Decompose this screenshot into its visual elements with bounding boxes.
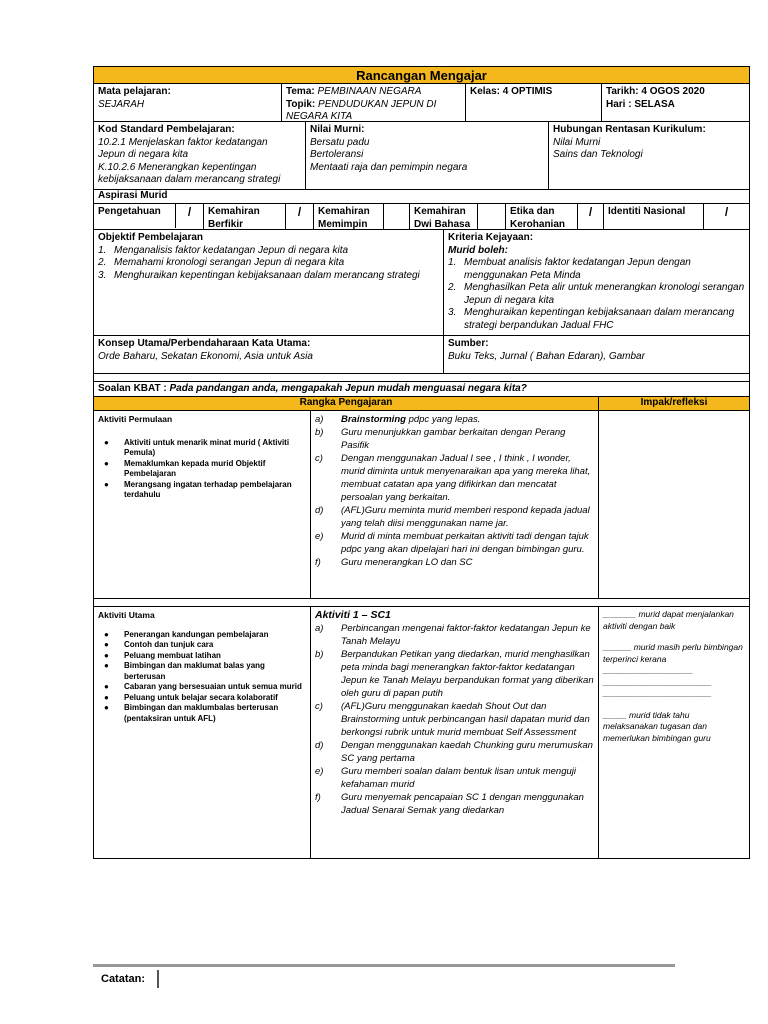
- step-letter: d): [315, 740, 324, 751]
- objectives-label: Objektif Pembelajaran: [98, 232, 204, 243]
- bullet-icon: ●: [104, 682, 109, 691]
- step-letter: a): [315, 623, 324, 634]
- step-text: Guru menerangkan LO dan SC: [341, 557, 473, 568]
- standard-code-label: Kod Standard Pembelajaran:: [98, 124, 235, 135]
- aspiration-item: Kemahiran Berfikir: [204, 204, 286, 229]
- reflection-line: ___________________: [603, 665, 693, 675]
- starter-step: [315, 530, 594, 556]
- subject-label: Mata pelajaran:: [98, 86, 171, 97]
- notes-label: Catatan:: [101, 973, 146, 985]
- theme-cell: [282, 84, 466, 121]
- spacer-row: [93, 374, 750, 382]
- reflection-line: _______ murid dapat menjalankan aktiviti dengan baik: [603, 609, 734, 631]
- page-title: Rancangan Mengajar: [93, 66, 750, 84]
- step-letter: c): [315, 453, 323, 464]
- step-text: Murid di minta membuat perkaitan aktiviti tadi dengan tajuk pdpc yang akan dipelajari hari ini dengan bimbingan guru.: [341, 531, 589, 555]
- main-bullet: [98, 630, 306, 641]
- notes-footer: [93, 964, 675, 989]
- bullet-icon: ●: [104, 629, 109, 639]
- step-letter: c): [315, 701, 323, 712]
- step-text: Guru memberi soalan dalam bentuk lisan untuk menguji kefahaman murid: [341, 766, 576, 790]
- notes-input-marker[interactable]: [157, 970, 159, 988]
- starter-bullet: [98, 459, 306, 480]
- date-label: Tarikh:: [606, 86, 639, 97]
- aspiration-label: Aspirasi Murid: [98, 190, 168, 201]
- lesson-plan-sheet: [93, 66, 750, 859]
- criteria-number: 1.: [448, 257, 457, 268]
- curriculum-line: Nilai Murni: [553, 136, 601, 148]
- main-bullet: [98, 640, 306, 651]
- class-cell: Kelas: 4 OPTIMIS: [466, 84, 602, 121]
- step-letter: e): [315, 766, 324, 777]
- aspiration-mark: /: [724, 205, 729, 219]
- criteria-item: [448, 307, 745, 332]
- objective-text: Menghuraikan kepentingan kebijaksanaan dalam merancang strategi: [114, 269, 420, 281]
- step-text: Berpandukan Petikan yang diedarkan, murid menghasilkan peta minda bagi menerangkan faktor-faktor kedatangan Jepun ke Tanah Melayu berpandukan format yang diberikan oleh guru di papan putih: [341, 649, 594, 699]
- starter-steps-cell: [311, 411, 599, 598]
- bullet-icon: ●: [104, 458, 109, 468]
- bullet-text: Peluang untuk belajar secara kolaboratif: [124, 692, 278, 702]
- criteria-text: Menghasilkan Peta alir untuk menerangkan kronologi serangan Jepun di negara kita: [464, 282, 745, 306]
- criteria-cell: [444, 230, 749, 335]
- step-text: Dengan menggunakan kaedah Chunking guru merumuskan SC yang pertama: [341, 740, 593, 764]
- topic-value: PENDUDUKAN JEPUN DI NEGARA KITA: [286, 98, 437, 121]
- step-text: Perbincangan mengenai faktor-faktor kedatangan Jepun ke Tanah Melayu: [341, 623, 591, 647]
- reflection-line: _____ murid tidak tahu melaksanakan tugasan dan memerlukan bimbingan guru: [603, 709, 711, 743]
- objective-text: Memahami kronologi serangan Jepun di negara kita: [114, 257, 345, 268]
- step-letter: e): [315, 531, 324, 542]
- bullet-text: Penerangan kandungan pembelajaran: [124, 629, 269, 639]
- bullet-icon: ●: [104, 640, 109, 649]
- date-cell: [602, 84, 749, 121]
- step-rest: pdpc yang lepas.: [405, 414, 481, 425]
- criteria-item: [448, 257, 745, 282]
- main-step: [315, 622, 594, 648]
- starter-reflection-cell: [599, 411, 749, 598]
- step-bold: Brainstorming: [341, 414, 406, 425]
- bullet-icon: ●: [104, 437, 109, 447]
- aspiration-mark: /: [578, 204, 604, 229]
- theme-label: Tema:: [286, 86, 315, 97]
- standard-code-line: kebijaksanaan dalam merancang strategi: [98, 174, 281, 185]
- curriculum-label: Hubungan Rentasan Kurikulum:: [553, 124, 706, 135]
- values-line: Mentaati raja dan pemimpin negara: [310, 161, 468, 173]
- source-cell: [444, 336, 749, 373]
- aspiration-item: Identiti Nasional: [604, 204, 704, 229]
- main-bullet: [98, 693, 306, 704]
- objective-number: 1.: [98, 244, 107, 256]
- main-activity-row: [93, 607, 750, 859]
- main-reflection-cell: [599, 607, 749, 858]
- spacer-row: [93, 599, 750, 607]
- criteria-label: Kriteria Kejayaan:: [448, 232, 534, 243]
- main-step: [315, 648, 594, 700]
- bullet-icon: ●: [104, 661, 109, 670]
- concept-value: Orde Baharu, Sekatan Ekonomi, Asia untuk Asia: [98, 350, 313, 362]
- starter-step: [315, 426, 594, 452]
- main-bullet: [98, 651, 306, 662]
- main-steps-cell: [311, 607, 599, 858]
- topic-label: Topik:: [286, 98, 316, 110]
- source-label: Sumber:: [448, 338, 489, 349]
- step-text: (AFL)Guru menggunakan kaedah Shout Out dan Brainstorming untuk perbincangan hasil dapatan murid dan berkongsi rubrik untuk murid membuat Self Assessment: [341, 701, 590, 738]
- starter-step: [315, 452, 594, 504]
- starter-bullet: [98, 438, 306, 459]
- bullet-text: Merangsang ingatan terhadap pembelajaran terdahulu: [124, 479, 292, 499]
- step-text: Guru menyemak pencapaian SC 1 dengan menggunakan Jadual Senarai Semak yang diedarkan: [341, 792, 584, 816]
- standard-code-line: 10.2.1 Menjelaskan faktor kedatangan: [98, 136, 268, 148]
- step-letter: f): [315, 792, 321, 803]
- objectives-row: [93, 230, 750, 336]
- values-label: Nilai Murni:: [310, 124, 365, 135]
- kbat-row: [93, 382, 750, 397]
- objective-item: [98, 270, 439, 283]
- step-text: (AFL)Guru meminta murid memberi respond kepada jadual yang telah diisi menggunakan name jar.: [341, 505, 590, 529]
- bullet-text: Cabaran yang bersesuaian untuk semua murid: [124, 682, 302, 691]
- bullet-text: Memaklumkan kepada murid Objektif Pembelajaran: [124, 458, 266, 478]
- aspiration-item: Kemahiran Memimpin: [314, 204, 384, 229]
- objective-item: [98, 245, 439, 258]
- reflection-line: ______ murid masih perlu bimbingan terperinci kerana: [603, 642, 743, 664]
- standard-code-line: K.10.2.6 Menerangkan kepentingan: [98, 161, 257, 173]
- day-value: SELASA: [634, 98, 675, 110]
- curriculum-cell: [549, 122, 749, 189]
- starter-step: [315, 556, 594, 569]
- starter-step: [315, 413, 594, 426]
- reflection-line: _______________________: [603, 688, 712, 698]
- theme-value: PEMBINAAN NEGARA: [317, 86, 422, 97]
- bullet-icon: ●: [104, 650, 109, 660]
- aspiration-mark: /: [176, 204, 204, 229]
- main-step: [315, 791, 594, 817]
- curriculum-line: Sains dan Teknologi: [553, 149, 643, 160]
- starter-step: [315, 504, 594, 530]
- objective-number: 2.: [98, 257, 107, 268]
- kbat-cell: [94, 382, 749, 396]
- subject-cell: [94, 84, 282, 121]
- criteria-text: Membuat analisis faktor kedatangan Jepun dengan menggunakan Peta Minda: [464, 257, 691, 281]
- main-bullet: [98, 703, 306, 724]
- values-line: Bertoleransi: [310, 149, 364, 160]
- standard-code-cell: [94, 122, 306, 189]
- main-label: Aktiviti Utama: [98, 610, 155, 620]
- concept-row: [93, 336, 750, 374]
- objective-number: 3.: [98, 269, 107, 281]
- starter-bullet: [98, 480, 306, 501]
- main-step: [315, 739, 594, 765]
- starter-left-cell: [94, 411, 311, 598]
- main-step: [315, 765, 594, 791]
- main-bullet: [98, 661, 306, 682]
- bullet-text: Peluang membuat latihan: [124, 650, 221, 660]
- outline-header: Rangka Pengajaran: [94, 397, 599, 410]
- step-text: Dengan menggunakan Jadual I see , I think , I wonder, murid diminta untuk menyenaraikan apa yang mereka lihat, membuat catatan apa yang difikirkan dan mencatat persoalan yang berkaitan.: [341, 453, 591, 503]
- bullet-text: Aktiviti untuk menarik minat murid ( Aktiviti Pemula): [124, 437, 290, 457]
- date-value: 4 OGOS 2020: [641, 86, 705, 97]
- step-text: Guru menunjukkan gambar berkaitan dengan Perang Pasifik: [341, 427, 566, 451]
- header-row: [93, 84, 750, 122]
- starter-label: Aktiviti Permulaan: [98, 414, 173, 424]
- bullet-text: Contoh dan tunjuk cara: [124, 640, 214, 649]
- aspiration-item: Kemahiran Dwi Bahasa: [410, 204, 478, 229]
- step-letter: a): [315, 414, 324, 425]
- main-bullet: [98, 682, 306, 693]
- criteria-number: 3.: [448, 307, 457, 318]
- step-letter: b): [315, 649, 324, 660]
- step-letter: b): [315, 427, 324, 438]
- step-letter: f): [315, 557, 321, 568]
- concept-label: Konsep Utama/Perbendaharaan Kata Utama:: [98, 338, 311, 349]
- reflection-header: Impak/refleksi: [640, 397, 708, 408]
- bullet-text: Bimbingan dan maklumbalas berterusan (pentaksiran untuk AFL): [124, 703, 279, 723]
- standard-row: [93, 122, 750, 190]
- source-value: Buku Teks, Jurnal ( Bahan Edaran), Gambar: [448, 350, 645, 362]
- objectives-cell: [94, 230, 444, 335]
- day-label: Hari :: [606, 98, 632, 110]
- subject-value: SEJARAH: [98, 98, 145, 110]
- aspiration-empty-mark: [384, 204, 410, 229]
- bullet-icon: ●: [104, 703, 109, 712]
- aspiration-empty-mark: [478, 204, 506, 229]
- main-left-cell: [94, 607, 311, 858]
- aspiration-mark: /: [286, 204, 314, 229]
- values-cell: [306, 122, 549, 189]
- bullet-text: Bimbingan dan maklumat balas yang berterusan: [124, 661, 265, 681]
- aspiration-item: Etika dan Kerohanian: [506, 204, 578, 229]
- activity-title: Aktiviti 1 – SC1: [315, 609, 391, 621]
- aspiration-items-row: [93, 204, 750, 230]
- starter-row: [93, 411, 750, 599]
- kbat-value: Pada pandangan anda, mengapakah Jepun mudah menguasai negara kita?: [169, 383, 527, 394]
- reflection-line: _______________________: [603, 676, 712, 687]
- main-step: [315, 700, 594, 739]
- criteria-number: 2.: [448, 282, 457, 293]
- concept-cell: [94, 336, 444, 373]
- bullet-icon: ●: [104, 479, 109, 489]
- criteria-text: Menghuraikan kepentingan kebijaksanaan dalam merancang strategi berpandukan Jadual FHC: [464, 307, 735, 331]
- outline-header-row: [93, 397, 750, 411]
- criteria-item: [448, 282, 745, 307]
- bullet-icon: ●: [104, 692, 109, 702]
- aspiration-label-row: [93, 190, 750, 204]
- aspiration-item: Pengetahuan: [94, 204, 176, 228]
- step-text: [341, 413, 480, 426]
- kbat-label: Soalan KBAT :: [98, 383, 167, 394]
- step-letter: d): [315, 505, 324, 516]
- objective-text: Menganalisis faktor kedatangan Jepun di negara kita: [114, 244, 349, 256]
- values-line: Bersatu padu: [310, 136, 370, 148]
- standard-code-line: Jepun di negara kita: [98, 149, 189, 160]
- criteria-sub: Murid boleh:: [448, 244, 508, 256]
- objective-item: [98, 257, 439, 270]
